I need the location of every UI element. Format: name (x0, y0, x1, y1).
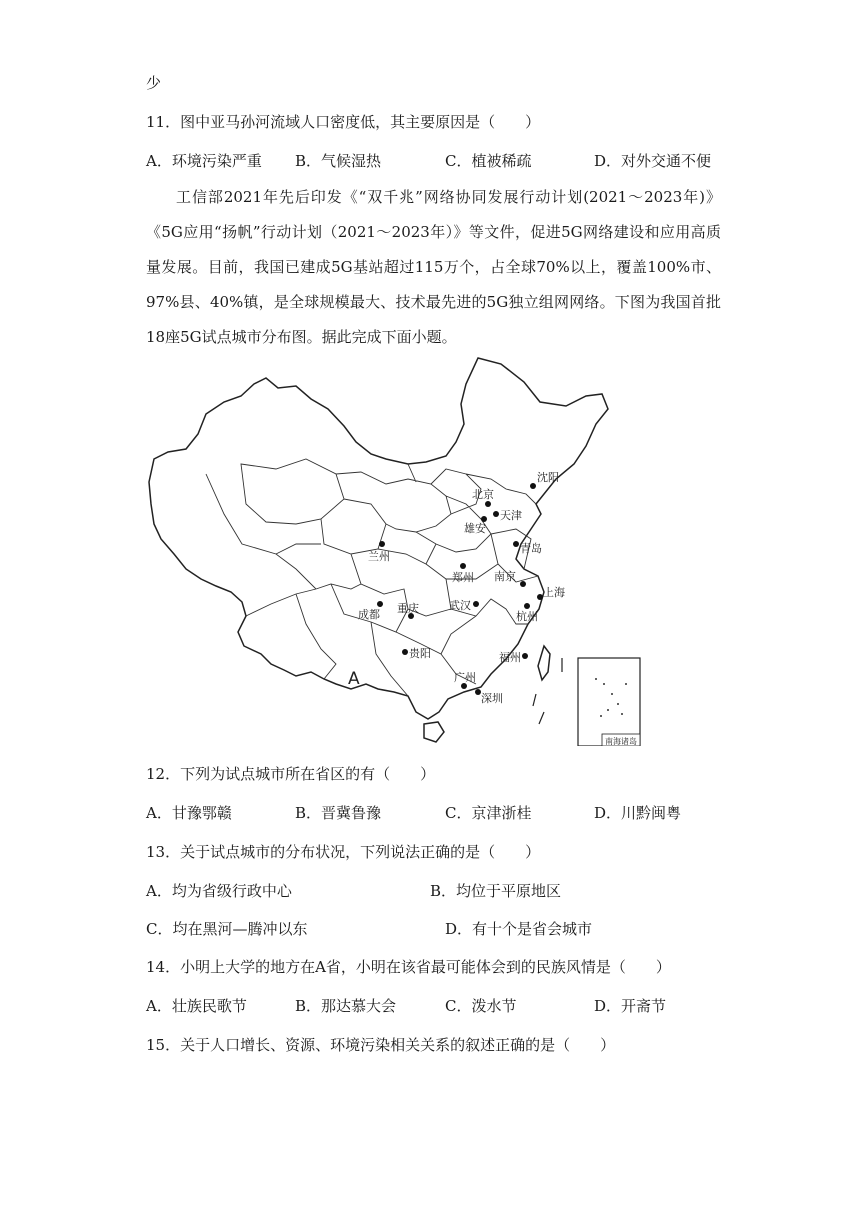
question-14-option-a: A．壮族民歌节 (146, 997, 247, 1015)
question-14-option-b: B．那达慕大会 (295, 997, 397, 1015)
city-label-shenzhen: 深圳 (481, 692, 503, 705)
city-dot-nanjing (520, 581, 526, 587)
china-outline (149, 358, 608, 719)
question-12-stem: 12．下列为试点城市所在省区的有（ ） (146, 765, 436, 783)
city-label-shenyang: 沈阳 (537, 471, 559, 484)
city-dot-qingdao (513, 541, 519, 547)
city-dot-hangzhou (524, 603, 530, 609)
city-dot-wuhan (473, 601, 479, 607)
city-dot-guiyang (402, 649, 408, 655)
hainan-island (424, 722, 444, 742)
question-13-stem: 13．关于试点城市的分布状况，下列说法正确的是（ ） (146, 843, 541, 861)
question-11-option-c: C．植被稀疏 (445, 152, 532, 170)
question-15-stem: 15．关于人口增长、资源、环境污染相关关系的叙述正确的是（ ） (146, 1036, 616, 1054)
city-label-shanghai: 上海 (543, 586, 565, 599)
city-dot-shenyang (530, 483, 536, 489)
city-label-guangzhou: 广州 (454, 671, 476, 684)
question-12-option-d: D．川黔闽粤 (594, 804, 682, 822)
city-label-hangzhou: 杭州 (516, 610, 538, 623)
sea-dashes (533, 658, 562, 724)
question-12-option-c: C．京津浙桂 (445, 804, 532, 822)
city-label-wuhan: 武汉 (449, 599, 471, 612)
question-11-option-d: D．对外交通不便 (594, 152, 712, 170)
inset-label: 南海诸岛 (605, 737, 637, 746)
city-dot-fuzhou (522, 653, 528, 659)
china-5g-city-map (146, 354, 646, 746)
city-dot-zhengzhou (460, 563, 466, 569)
question-13-option-b: B．均位于平原地区 (430, 882, 562, 900)
city-label-qingdao: 青岛 (520, 542, 542, 555)
city-label-beijing: 北京 (472, 488, 494, 501)
city-label-chengdu: 成都 (358, 608, 380, 621)
city-dot-tianjin (493, 511, 499, 517)
city-label-tianjin: 天津 (500, 509, 522, 522)
question-14-stem: 14．小明上大学的地方在A省，小明在该省最可能体会到的民族风情是（ ） (146, 958, 671, 976)
fragment-text: 少 (146, 74, 162, 92)
taiwan-island (538, 646, 550, 680)
question-11-option-a: A．环境污染严重 (146, 152, 262, 170)
city-dot-lanzhou (379, 541, 385, 547)
question-13-option-d: D．有十个是省会城市 (445, 920, 593, 938)
question-13-option-c: C．均在黑河—腾冲以东 (146, 920, 308, 938)
question-13-option-a: A．均为省级行政中心 (146, 882, 292, 900)
question-11-option-b: B．气候湿热 (295, 152, 382, 170)
city-dot-chengdu (377, 601, 383, 607)
inset-frame (578, 658, 640, 746)
city-label-nanjing: 南京 (494, 570, 516, 583)
city-label-zhengzhou: 郑州 (452, 571, 474, 584)
city-dot-beijing (485, 501, 491, 507)
city-label-lanzhou: 兰州 (368, 550, 390, 563)
question-14-option-d: D．开斋节 (594, 997, 667, 1015)
city-label-guiyang: 贵阳 (409, 647, 431, 660)
city-label-fuzhou: 福州 (499, 651, 521, 664)
city-label-xiongan: 雄安 (464, 522, 486, 535)
question-12-option-b: B．晋冀鲁豫 (295, 804, 382, 822)
region-label-a: A (348, 669, 360, 689)
passage-text: 工信部2021年先后印发《“双千兆”网络协同发展行动计划(2021～2023年)》《5G应用“扬帆”行动计划（2021～2023年）》等文件，促进5G网络建设和应用高质量发展。目前，我国已建成5G基站超过115万个，占全球70%以上，覆盖100%市、97%县、40%镇，是全球规模最大、技术最先进的5G独立组网网络。下图为我国首批18座5G试点城市分布图。据此完成下面小题。 (146, 188, 721, 346)
city-label-chongqing: 重庆 (397, 602, 419, 615)
question-12-option-a: A．甘豫鄂赣 (146, 804, 232, 822)
question-11-stem: 11．图中亚马孙河流域人口密度低，其主要原因是（ ） (146, 113, 541, 131)
question-14-option-c: C．泼水节 (445, 997, 517, 1015)
